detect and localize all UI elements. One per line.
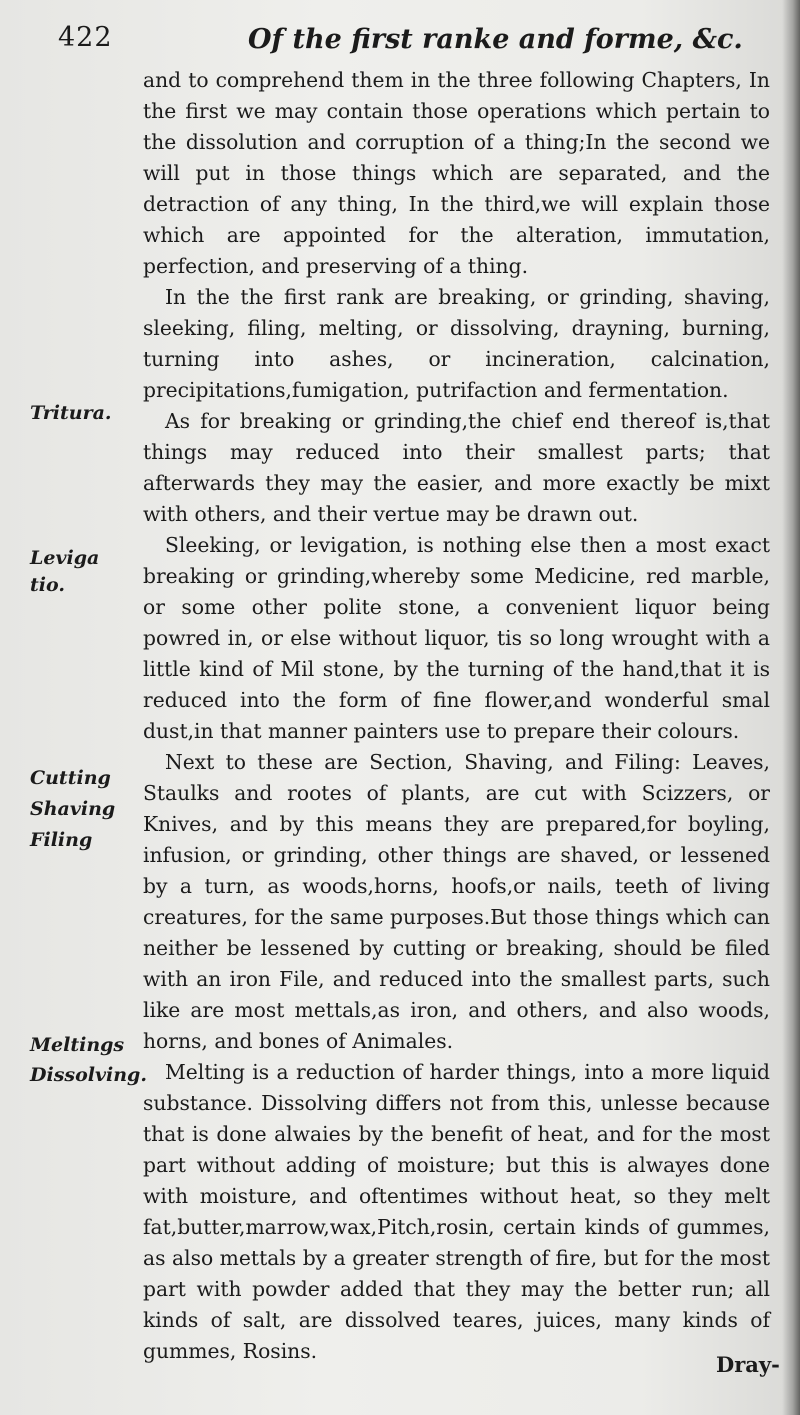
page-spine-shadow [782, 0, 800, 1415]
margin-note-levigatio: Leviga tio. [30, 547, 100, 596]
margin-note-shaving: Shaving [30, 798, 116, 820]
paragraph-first-rank: In the the first rank are breaking, or grinding, shaving, sleeking, filing, melting, or dissolving, drayning, burning, turning into ashes, or incineration, calcination, precipitations,fumigation, putrifaction and fermentation. [143, 285, 770, 402]
margin-note-cutting: Cutting [30, 767, 111, 789]
paragraph-levigation: Sleeking, or levigation, is nothing else then a most exact breaking or grinding,whereby some Medicine, red marble, or some other polite stone, a convenient liquor being powred in, or else without liquor, tis so long wrought with a little kind of Mil stone, by the turning of the hand,that it is reduced into the form of fine flower,and wonderful smal dust,in that manner painters use to prepare their colours. [143, 533, 770, 743]
margin-note-filing: Filing [30, 829, 93, 851]
catchword: Dray- [716, 1352, 780, 1377]
paragraph-melting: Melting is a reduction of harder things, into a more liquid substance. Dissolving differs not from this, unlesse because that is done alwaies by the benefit of heat, and for the most part without adding of moisture; but this is alwayes done with moisture, and oftentimes without heat, so they melt fat,butter,marrow,wax,Pitch,rosin, certain kinds of gummes, as also mettals by a greater strength of fire, but for the most part with powder added that they may the better run; all kinds of salt, are dissolved teares, juices, many kinds of gummes, Rosins. [143, 1060, 770, 1363]
page-number: 422 [58, 22, 113, 53]
running-title: Of the first ranke and forme, &c. [248, 24, 743, 55]
body-text [143, 65, 770, 1367]
paragraph-intro: and to comprehend them in the three following Chapters, In the first we may contain those operations which pertain to the dissolution and corruption of a thing;In the second we will put in those things which are separated, and the detraction of any thing, In the third,we will explain those which are appointed for the alteration, immutation, perfection, and preserving of a thing. [143, 68, 770, 278]
margin-note-meltings: Meltings [30, 1034, 125, 1056]
margin-note-dissolving: Dissolving. [30, 1064, 147, 1086]
margin-note-tritura: Tritura. [30, 402, 112, 424]
paragraph-tritura: As for breaking or grinding,the chief end thereof is,that things may reduced into their smallest parts; that afterwards they may the easier, and more exactly be mixt with others, and their vertue may be drawn out. [143, 409, 770, 526]
paragraph-cutting: Next to these are Section, Shaving, and Filing: Leaves, Staulks and rootes of plants, are cut with Scizzers, or Knives, and by this means they are prepared,for boyling, infusion, or grinding, other things are shaved, or lessened by a turn, as woods,horns, hoofs,or nails, teeth of living creatures, for the same purposes.But those things which can neither be lessened by cutting or breaking, should be filed with an iron File, and reduced into the smallest parts, such like are most mettals,as iron, and others, and also woods, horns, and bones of Animales. [143, 750, 770, 1053]
